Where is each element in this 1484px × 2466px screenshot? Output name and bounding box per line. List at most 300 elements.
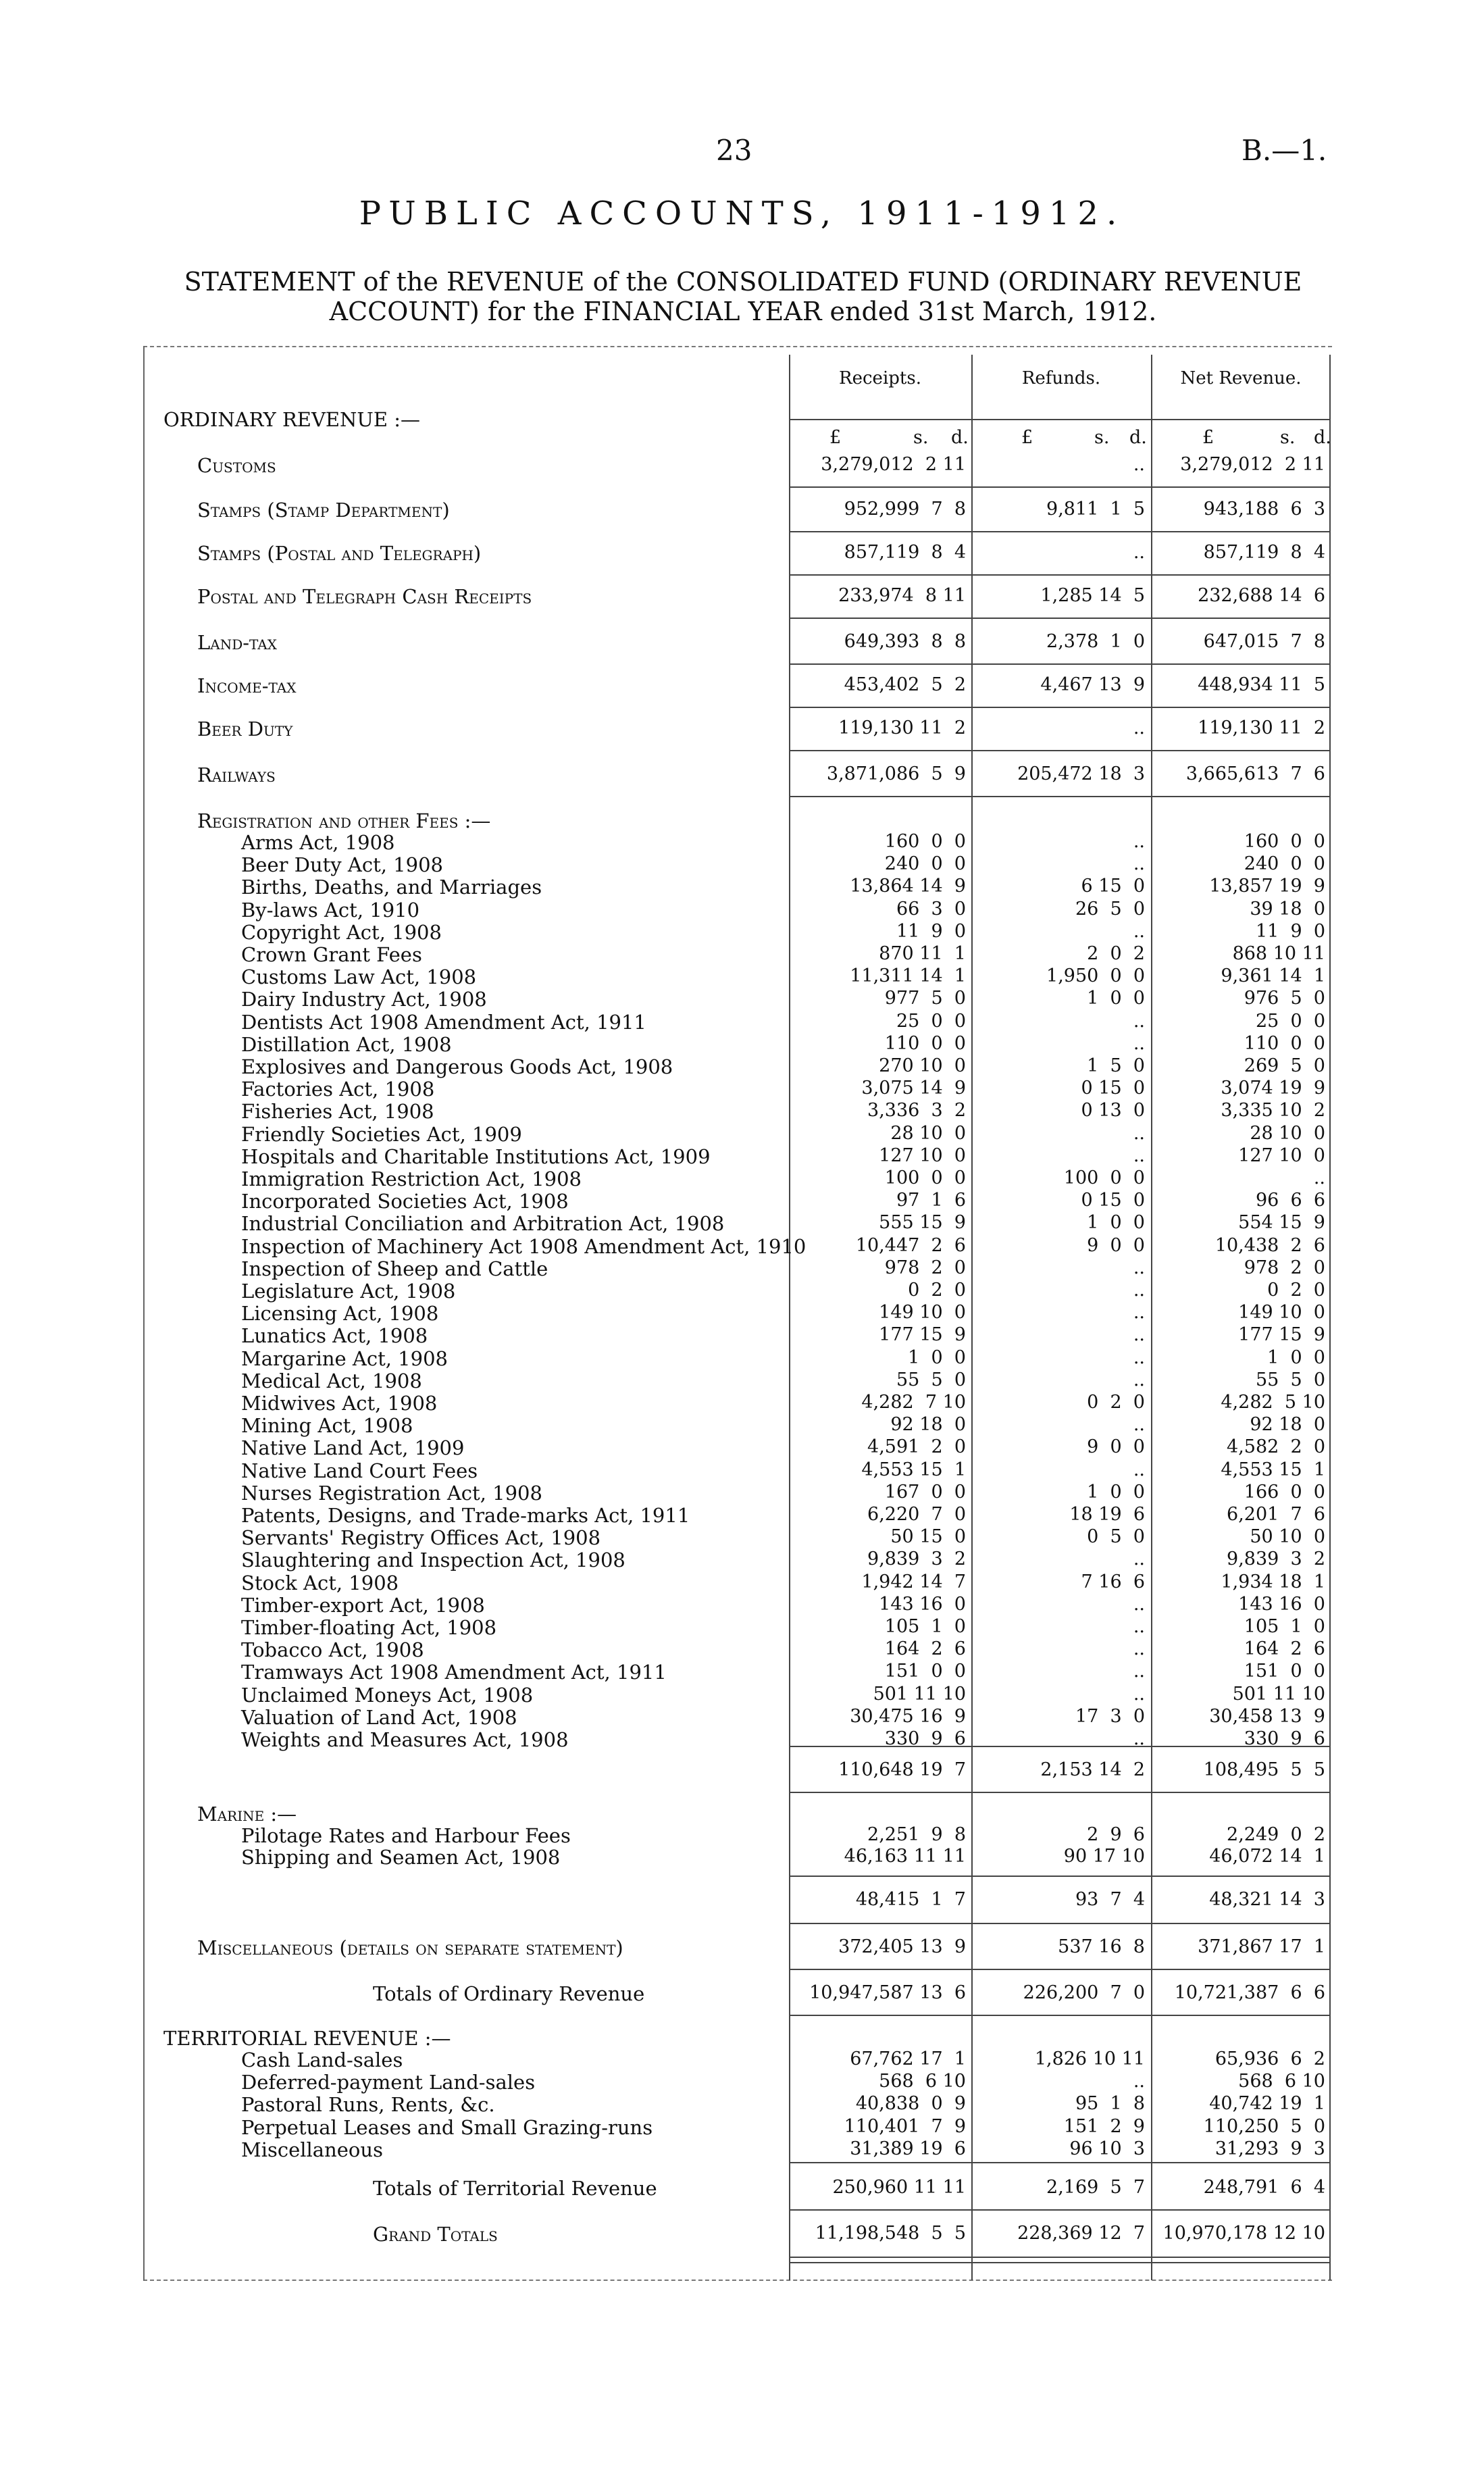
table-row — [143, 1482, 1332, 1503]
statement-heading — [101, 267, 1385, 326]
receipts-cell: 1,942 14 7 — [861, 1571, 966, 1592]
row-label: By-laws Act, 1910 — [241, 898, 420, 922]
table-row — [143, 988, 1332, 1009]
row-label: Midwives Act, 1908 — [241, 1392, 438, 1415]
refunds-cell: 7 16 6 — [1081, 1571, 1145, 1592]
receipts-cell: 151 0 0 — [884, 1661, 966, 1682]
row-label: Valuation of Land Act, 1908 — [241, 1705, 517, 1729]
refunds-cell: .. — [1133, 1369, 1145, 1390]
row-label: Marine :— — [197, 1803, 297, 1826]
row-label: Registration and other Fees :— — [197, 809, 491, 832]
refunds-cell: .. — [1133, 1728, 1145, 1749]
net-revenue-cell: 568 6 10 — [1238, 2071, 1325, 2092]
refunds-cell: .. — [1133, 920, 1145, 942]
table-row — [143, 1889, 1332, 1911]
refunds-cell: 100 0 0 — [1063, 1167, 1145, 1188]
receipts-cell: 13,864 14 9 — [850, 876, 966, 897]
row-label: Inspection of Machinery Act 1908 Amendment Act, 1910 — [241, 1234, 807, 1258]
receipts-cell: 10,447 2 6 — [855, 1234, 966, 1256]
total-rule — [789, 663, 1329, 665]
table-row — [143, 1347, 1332, 1369]
row-label: Margarine Act, 1908 — [241, 1347, 448, 1370]
refunds-cell: .. — [1133, 1280, 1145, 1301]
receipts-cell: 28 10 0 — [890, 1122, 966, 1144]
table-row — [143, 585, 1332, 607]
row-label: Dairy Industry Act, 1908 — [241, 988, 487, 1011]
net-revenue-cell: 9,839 3 2 — [1227, 1549, 1325, 1570]
row-label: Fisheries Act, 1908 — [241, 1100, 434, 1124]
refunds-cell: 4,467 13 9 — [1040, 674, 1145, 695]
table-row — [143, 1803, 1332, 1824]
net-revenue-cell: 554 15 9 — [1238, 1212, 1325, 1234]
refunds-cell: .. — [1133, 718, 1145, 738]
receipts-cell: 952,999 7 8 — [844, 499, 966, 520]
net-revenue-cell: 13,857 19 9 — [1209, 876, 1325, 897]
table-row — [143, 1280, 1332, 1301]
table-row — [143, 718, 1332, 739]
total-rule — [789, 1923, 1329, 1924]
refunds-cell: 0 15 0 — [1081, 1078, 1145, 1099]
net-revenue-cell: 943,188 6 3 — [1203, 499, 1325, 520]
net-revenue-cell: 330 9 6 — [1244, 1728, 1325, 1749]
row-label: Perpetual Leases and Small Grazing-runs — [241, 2115, 653, 2139]
net-revenue-cell: 10,721,387 6 6 — [1174, 1982, 1325, 2003]
table-row — [143, 965, 1332, 987]
table-bottom-border — [143, 2280, 1332, 2281]
receipts-cell: 649,393 8 8 — [844, 631, 966, 652]
refunds-cell: 228,369 12 7 — [1017, 2223, 1145, 2244]
receipts-cell: 149 10 0 — [879, 1302, 966, 1324]
table-row — [143, 1011, 1332, 1032]
refunds-cell: .. — [1133, 1661, 1145, 1682]
receipts-cell: 9,839 3 2 — [867, 1549, 966, 1570]
row-label: Crown Grant Fees — [241, 943, 422, 966]
refunds-cell: 0 2 0 — [1087, 1392, 1145, 1413]
receipts-cell: 92 18 0 — [890, 1414, 966, 1436]
receipts-cell: 119,130 11 2 — [838, 718, 966, 738]
receipts-cell: 555 15 9 — [879, 1212, 966, 1234]
table-row — [143, 1706, 1332, 1728]
total-rule — [789, 1792, 1329, 1793]
row-label: Railways — [197, 763, 276, 786]
refunds-cell: 96 10 3 — [1069, 2138, 1145, 2159]
refunds-cell: 2 0 2 — [1087, 943, 1145, 964]
net-revenue-cell: 647,015 7 8 — [1203, 631, 1325, 652]
table-row — [143, 1936, 1332, 1958]
total-rule — [789, 2257, 1329, 2258]
table-row — [143, 1392, 1332, 1413]
table-row — [143, 1235, 1332, 1257]
row-label: Weights and Measures Act, 1908 — [241, 1728, 569, 1751]
receipts-cell: 233,974 8 11 — [838, 585, 966, 606]
row-label: Factories Act, 1908 — [241, 1078, 435, 1101]
table-row — [143, 1414, 1332, 1436]
net-revenue-cell: 232,688 14 6 — [1198, 585, 1325, 606]
receipts-cell: 870 11 1 — [879, 943, 966, 964]
table-row — [143, 1549, 1332, 1570]
refunds-cell: .. — [1133, 1122, 1145, 1144]
table-row — [143, 2093, 1332, 2115]
receipts-cell: 10,947,587 13 6 — [809, 1982, 966, 2003]
net-revenue-cell: 110 0 0 — [1244, 1032, 1325, 1054]
row-label: Tobacco Act, 1908 — [241, 1638, 424, 1662]
currency-unit: s. — [1280, 427, 1296, 448]
receipts-cell: 2,251 9 8 — [867, 1824, 966, 1845]
table-row — [143, 921, 1332, 942]
currency-unit: £ — [1202, 427, 1214, 448]
refunds-cell: 205,472 18 3 — [1017, 763, 1145, 784]
total-rule — [789, 618, 1329, 619]
row-label: Dentists Act 1908 Amendment Act, 1911 — [241, 1010, 646, 1034]
net-revenue-cell: 92 18 0 — [1250, 1414, 1325, 1436]
receipts-cell: 31,389 19 6 — [850, 2138, 966, 2159]
table-row — [143, 1571, 1332, 1593]
net-revenue-cell: 48,321 14 3 — [1209, 1889, 1325, 1910]
row-label: Servants' Registry Offices Act, 1908 — [241, 1526, 601, 1550]
net-revenue-cell: 127 10 0 — [1238, 1144, 1325, 1166]
row-label: Nurses Registration Act, 1908 — [241, 1481, 542, 1505]
total-rule — [789, 2162, 1329, 2163]
net-revenue-cell: 119,130 11 2 — [1198, 718, 1325, 738]
net-revenue-cell: 248,791 6 4 — [1203, 2177, 1325, 2198]
receipts-cell: 50 15 0 — [890, 1526, 966, 1548]
total-rule — [789, 574, 1329, 576]
refunds-cell: 90 17 10 — [1063, 1846, 1145, 1867]
receipts-cell: 55 5 0 — [896, 1369, 966, 1390]
receipts-cell: 110 0 0 — [884, 1032, 966, 1054]
net-revenue-cell: 143 16 0 — [1238, 1593, 1325, 1615]
receipts-cell: 100 0 0 — [884, 1167, 966, 1188]
refunds-cell: 2,169 5 7 — [1046, 2177, 1145, 2198]
refunds-cell: .. — [1133, 1683, 1145, 1705]
net-revenue-cell: 868 10 11 — [1232, 943, 1325, 964]
refunds-cell: 226,200 7 0 — [1023, 1982, 1145, 2003]
receipts-cell: 110,401 7 9 — [844, 2115, 966, 2137]
refunds-cell: .. — [1133, 1616, 1145, 1637]
net-revenue-cell: 160 0 0 — [1244, 831, 1325, 852]
row-label: TERRITORIAL REVENUE :— — [163, 2027, 451, 2050]
net-revenue-cell: 4,582 2 0 — [1227, 1436, 1325, 1458]
net-revenue-cell: 39 18 0 — [1250, 898, 1325, 920]
row-label: Deferred-payment Land-sales — [241, 2071, 536, 2094]
table-row — [143, 674, 1332, 696]
receipts-cell: 250,960 11 11 — [832, 2177, 966, 2198]
refunds-cell: 2,153 14 2 — [1040, 1759, 1145, 1780]
document-reference: B.—1. — [1242, 134, 1327, 167]
net-revenue-cell: 2,249 0 2 — [1227, 1824, 1325, 1845]
row-label: Incorporated Societies Act, 1908 — [241, 1190, 569, 1213]
refunds-cell: .. — [1133, 831, 1145, 852]
row-label: Income-tax — [197, 674, 297, 697]
table-row — [143, 1033, 1332, 1055]
row-label: Legislature Act, 1908 — [241, 1280, 456, 1303]
receipts-cell: 977 5 0 — [884, 988, 966, 1009]
refunds-cell: 1 0 0 — [1087, 1481, 1145, 1503]
net-revenue-cell: 164 2 6 — [1244, 1638, 1325, 1660]
row-label: Arms Act, 1908 — [241, 831, 395, 854]
receipts-cell: 40,838 0 9 — [855, 2093, 966, 2115]
net-revenue-cell: 105 1 0 — [1244, 1616, 1325, 1637]
row-label: Pastoral Runs, Rents, &c. — [241, 2093, 495, 2117]
refunds-cell: 1 0 0 — [1087, 1212, 1145, 1234]
row-label: Beer Duty Act, 1908 — [241, 853, 443, 877]
net-revenue-cell: 96 6 6 — [1255, 1190, 1325, 1211]
receipts-cell: 0 2 0 — [908, 1280, 966, 1301]
receipts-cell: 143 16 0 — [879, 1593, 966, 1615]
row-label: Native Land Court Fees — [241, 1459, 478, 1482]
refunds-cell: .. — [1133, 1032, 1145, 1054]
currency-unit: £ — [1021, 427, 1033, 448]
net-revenue-cell: 31,293 9 3 — [1214, 2138, 1325, 2159]
net-revenue-cell: 46,072 14 1 — [1209, 1846, 1325, 1867]
net-revenue-cell: 448,934 11 5 — [1198, 674, 1325, 695]
receipts-cell: 857,119 8 4 — [844, 542, 966, 563]
refunds-cell: 26 5 0 — [1075, 898, 1145, 920]
receipts-cell: 177 15 9 — [879, 1324, 966, 1346]
refunds-cell: .. — [1133, 454, 1145, 475]
row-label: Totals of Territorial Revenue — [373, 2177, 657, 2200]
row-label: Beer Duty — [197, 718, 293, 740]
table-row — [143, 2138, 1332, 2160]
receipts-cell: 48,415 1 7 — [855, 1889, 966, 1910]
refunds-cell: 1,826 10 11 — [1034, 2048, 1145, 2069]
row-label: Grand Totals — [373, 2223, 498, 2246]
net-revenue-cell: 1,934 18 1 — [1221, 1571, 1325, 1592]
row-label: Totals of Ordinary Revenue — [373, 1982, 645, 2005]
table-row — [143, 876, 1332, 897]
table-row — [143, 1302, 1332, 1324]
receipts-cell: 3,871,086 5 9 — [826, 763, 966, 784]
net-revenue-cell: 4,282 5 10 — [1221, 1392, 1325, 1413]
page-title: PUBLIC ACCOUNTS, 1911-1912. — [359, 195, 1125, 232]
refunds-cell: 95 1 8 — [1075, 2093, 1145, 2115]
net-revenue-cell: 28 10 0 — [1250, 1122, 1325, 1144]
statement-line-2: ACCOUNT) for the FINANCIAL YEAR ended 31st March, 1912. — [329, 297, 1157, 326]
net-revenue-cell: 240 0 0 — [1244, 853, 1325, 875]
table-row — [143, 1436, 1332, 1458]
row-label: Unclaimed Moneys Act, 1908 — [241, 1683, 534, 1707]
row-label: Distillation Act, 1908 — [241, 1032, 452, 1056]
net-revenue-cell: .. — [1313, 1167, 1325, 1188]
net-revenue-cell: 978 2 0 — [1244, 1257, 1325, 1278]
table-row — [143, 853, 1332, 875]
receipts-cell: 11,198,548 5 5 — [815, 2223, 966, 2244]
net-revenue-cell: 65,936 6 2 — [1214, 2048, 1325, 2069]
table-row — [143, 1526, 1332, 1548]
refunds-cell: 9,811 1 5 — [1046, 499, 1145, 520]
refunds-cell: .. — [1133, 1549, 1145, 1570]
net-revenue-cell: 3,074 19 9 — [1221, 1078, 1325, 1099]
refunds-cell: 1 0 0 — [1087, 988, 1145, 1009]
receipts-cell: 66 3 0 — [896, 898, 966, 920]
currency-units-row — [143, 427, 1332, 449]
row-label: Customs — [197, 454, 276, 477]
row-label: Copyright Act, 1908 — [241, 920, 442, 944]
net-revenue-cell: 25 0 0 — [1255, 1010, 1325, 1032]
table-row — [143, 1824, 1332, 1846]
row-label: Medical Act, 1908 — [241, 1369, 422, 1392]
refunds-cell: .. — [1133, 853, 1145, 875]
refunds-cell: 9 0 0 — [1087, 1436, 1145, 1458]
net-revenue-cell: 177 15 9 — [1238, 1324, 1325, 1346]
refunds-cell: .. — [1133, 2071, 1145, 2092]
table-row — [143, 809, 1332, 831]
receipts-cell: 30,475 16 9 — [850, 1705, 966, 1727]
row-label: Shipping and Seamen Act, 1908 — [241, 1846, 561, 1869]
row-label: ORDINARY REVENUE :— — [163, 408, 421, 431]
refunds-cell: .. — [1133, 1414, 1145, 1436]
net-revenue-cell: 108,495 5 5 — [1203, 1759, 1325, 1780]
receipts-cell: 3,279,012 2 11 — [821, 454, 966, 475]
net-revenue-cell: 0 2 0 — [1267, 1280, 1325, 1301]
table-row — [143, 1369, 1332, 1391]
table-row — [143, 2048, 1332, 2070]
table-row — [143, 899, 1332, 920]
row-label: Miscellaneous (details on separate statement) — [197, 1936, 623, 1959]
refunds-cell: .. — [1133, 1010, 1145, 1032]
row-label: Births, Deaths, and Marriages — [241, 876, 542, 899]
table-row — [143, 1190, 1332, 1211]
refunds-cell: .. — [1133, 1347, 1145, 1368]
net-revenue-cell: 9,361 14 1 — [1221, 965, 1325, 987]
receipts-cell: 3,336 3 2 — [867, 1100, 966, 1122]
refunds-cell: .. — [1133, 542, 1145, 563]
receipts-cell: 127 10 0 — [879, 1144, 966, 1166]
column-header-refunds: Refunds. — [1021, 368, 1101, 388]
page-number: 23 — [716, 134, 752, 167]
receipts-cell: 11 9 0 — [896, 920, 966, 942]
receipts-cell: 270 10 0 — [879, 1055, 966, 1076]
row-label: Tramways Act 1908 Amendment Act, 1911 — [241, 1661, 667, 1684]
row-label: Explosives and Dangerous Goods Act, 1908 — [241, 1055, 673, 1078]
net-revenue-cell: 501 11 10 — [1232, 1683, 1325, 1705]
refunds-cell: 93 7 4 — [1075, 1889, 1145, 1910]
table-row — [143, 499, 1332, 520]
net-revenue-cell: 3,279,012 2 11 — [1180, 454, 1325, 475]
net-revenue-cell: 976 5 0 — [1244, 988, 1325, 1009]
row-label: Patents, Designs, and Trade-marks Act, 1911 — [241, 1504, 690, 1527]
total-rule — [789, 2209, 1329, 2211]
net-revenue-cell: 166 0 0 — [1244, 1481, 1325, 1503]
receipts-cell: 1 0 0 — [908, 1347, 966, 1368]
refunds-cell: 0 5 0 — [1087, 1526, 1145, 1548]
receipts-cell: 330 9 6 — [884, 1728, 966, 1749]
table-row — [143, 1594, 1332, 1615]
refunds-cell: 2 9 6 — [1087, 1824, 1145, 1845]
table-row — [143, 1123, 1332, 1144]
net-revenue-cell: 6,201 7 6 — [1227, 1504, 1325, 1525]
row-label: Timber-export Act, 1908 — [241, 1593, 485, 1617]
net-revenue-cell: 857,119 8 4 — [1203, 542, 1325, 563]
net-revenue-cell: 10,438 2 6 — [1214, 1234, 1325, 1256]
table-row — [143, 1459, 1332, 1481]
refunds-cell: 18 19 6 — [1069, 1504, 1145, 1525]
row-label: Hospitals and Charitable Institutions Act, 1909 — [241, 1144, 711, 1168]
receipts-cell: 105 1 0 — [884, 1616, 966, 1637]
table-row — [143, 1145, 1332, 1167]
total-rule — [789, 2262, 1329, 2263]
table-row — [143, 1661, 1332, 1682]
row-label: Timber-floating Act, 1908 — [241, 1616, 497, 1639]
net-revenue-cell: 151 0 0 — [1244, 1661, 1325, 1682]
receipts-cell: 25 0 0 — [896, 1010, 966, 1032]
receipts-cell: 568 6 10 — [879, 2071, 966, 2092]
net-revenue-cell: 269 5 0 — [1244, 1055, 1325, 1076]
column-header-receipts: Receipts. — [839, 368, 921, 388]
currency-unit: d. — [1129, 427, 1147, 448]
table-row — [143, 1846, 1332, 1867]
net-revenue-cell: 30,458 13 9 — [1209, 1705, 1325, 1727]
row-label: Industrial Conciliation and Arbitration Act, 1908 — [241, 1212, 725, 1236]
row-label: Stamps (Stamp Department) — [197, 499, 450, 522]
table-row — [143, 1616, 1332, 1638]
total-rule — [789, 1746, 1329, 1747]
table-row — [143, 1504, 1332, 1526]
table-row — [143, 1759, 1332, 1781]
receipts-cell: 46,163 11 11 — [844, 1846, 966, 1867]
row-label: Native Land Act, 1909 — [241, 1436, 465, 1460]
refunds-cell: 9 0 0 — [1087, 1234, 1145, 1256]
total-rule — [789, 486, 1329, 488]
receipts-cell: 501 11 10 — [873, 1683, 966, 1705]
row-label: Customs Law Act, 1908 — [241, 965, 477, 989]
receipts-cell: 110,648 19 7 — [838, 1759, 966, 1780]
table-row — [143, 2223, 1332, 2244]
currency-unit: £ — [829, 427, 842, 448]
table-row — [143, 1100, 1332, 1122]
table-row — [143, 2027, 1332, 2048]
net-revenue-cell: 1 0 0 — [1267, 1347, 1325, 1368]
row-label: Licensing Act, 1908 — [241, 1302, 439, 1326]
table-row — [143, 1078, 1332, 1099]
receipts-cell: 164 2 6 — [884, 1638, 966, 1660]
table-row — [143, 2116, 1332, 2138]
refunds-cell: 6 15 0 — [1081, 876, 1145, 897]
receipts-cell: 6,220 7 0 — [867, 1504, 966, 1525]
total-rule — [789, 707, 1329, 708]
refunds-cell: 151 2 9 — [1063, 2115, 1145, 2137]
currency-unit: d. — [951, 427, 969, 448]
row-label: Lunatics Act, 1908 — [241, 1324, 428, 1348]
receipts-cell: 978 2 0 — [884, 1257, 966, 1278]
refunds-cell: .. — [1133, 1459, 1145, 1480]
table-row — [143, 2177, 1332, 2198]
row-label: Postal and Telegraph Cash Receipts — [197, 585, 532, 608]
row-label: Friendly Societies Act, 1909 — [241, 1122, 522, 1146]
receipts-cell: 11,311 14 1 — [850, 965, 966, 987]
net-revenue-cell: 55 5 0 — [1255, 1369, 1325, 1390]
row-label: Land-tax — [197, 631, 277, 654]
net-revenue-cell: 371,867 17 1 — [1198, 1936, 1325, 1957]
receipts-cell: 4,553 15 1 — [861, 1459, 966, 1480]
refunds-cell: 0 13 0 — [1081, 1100, 1145, 1122]
net-revenue-cell: 110,250 5 0 — [1203, 2115, 1325, 2137]
refunds-cell: 1,285 14 5 — [1040, 585, 1145, 606]
net-revenue-cell: 10,970,178 12 10 — [1162, 2223, 1325, 2244]
row-label: Inspection of Sheep and Cattle — [241, 1257, 548, 1280]
net-revenue-cell: 50 10 0 — [1250, 1526, 1325, 1548]
total-rule — [789, 750, 1329, 751]
total-rule — [789, 1876, 1329, 1877]
statement-line-1: STATEMENT of the REVENUE of the CONSOLIDATED FUND (ORDINARY REVENUE — [184, 267, 1302, 297]
table-row — [143, 1257, 1332, 1279]
table-row — [143, 1684, 1332, 1705]
row-label: Slaughtering and Inspection Act, 1908 — [241, 1549, 625, 1572]
receipts-cell: 97 1 6 — [896, 1190, 966, 1211]
currency-unit: s. — [1094, 427, 1110, 448]
table-row — [143, 631, 1332, 653]
refunds-cell: 17 3 0 — [1075, 1705, 1145, 1727]
